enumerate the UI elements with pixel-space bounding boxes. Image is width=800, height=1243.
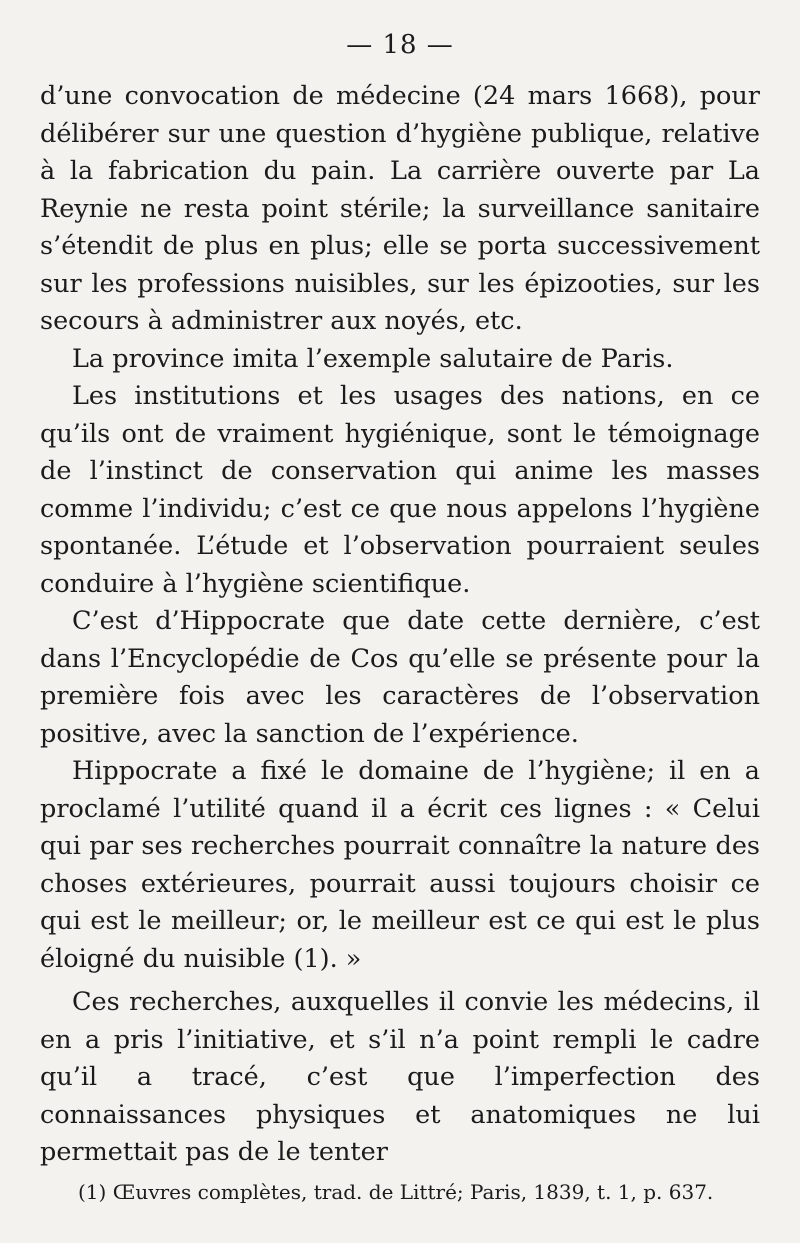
body-text bbox=[40, 78, 760, 1172]
paragraph-2: La province imita l’exemple salutaire de Paris. bbox=[72, 343, 674, 374]
paragraph-4: C’est d’Hippocrate que date cette dernière, c’est dans l’Encyclopédie de Cos qu’elle se présente pour la première fois avec les caractères de l’observation positive, avec la sanction de l’expérience. bbox=[40, 606, 760, 749]
paragraph-1: d’une convocation de médecine (24 mars 1668), pour délibérer sur une question d’hygiène publique, relative à la fabrication du pain. La carrière ouverte par La Reynie ne resta point stérile; la surveillance sanitaire s’étendit de plus en plus; elle se porta successivement sur les professions nuisibles, sur les épizooties, sur les secours à administrer aux noyés, etc. bbox=[40, 81, 760, 336]
footnote: (1) Œuvres complètes, trad. de Littré; Paris, 1839, t. 1, p. 637. bbox=[78, 1180, 714, 1204]
paragraph-5: Hippocrate a fixé le domaine de l’hygiène; il en a proclamé l’utilité quand il a écrit ces lignes : « Celui qui par ses recherches pourrait connaître la nature des choses extérieures, pourrait aussi toujours choisir ce qui est le meilleur; or, le meilleur est ce qui est le plus éloigné du nuisible (1). » bbox=[40, 756, 760, 974]
paragraph-3: Les institutions et les usages des nations, en ce qu’ils ont de vraiment hygiénique, sont le témoignage de l’instinct de conservation qui anime les masses comme l’individu; c’est ce que nous appelons l’hygiène spontanée. L’étude et l’observation pourraient seules conduire à l’hygiène scientifique. bbox=[40, 381, 760, 599]
page-number-header: — 18 — bbox=[346, 30, 454, 60]
paragraph-6: Ces recherches, auxquelles il convie les médecins, il en a pris l’initiative, et s’il n’a point rempli le cadre qu’il a tracé, c’est que l’imperfection des connaissances physiques et anatomiques ne lui permettait pas de le tenter bbox=[40, 987, 760, 1167]
